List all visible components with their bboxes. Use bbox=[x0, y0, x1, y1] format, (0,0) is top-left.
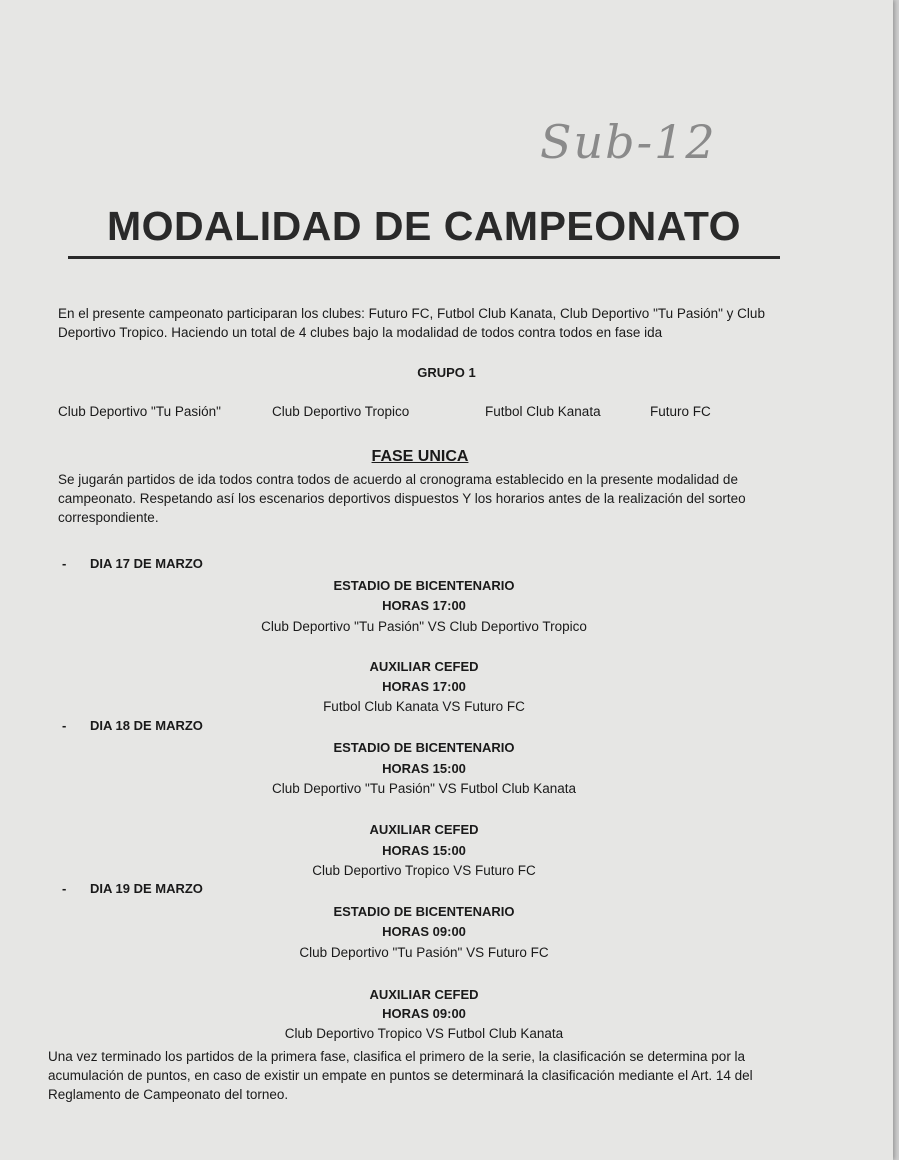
match-venue: AUXILIAR CEFED bbox=[369, 822, 479, 837]
day-label: DIA 19 DE MARZO bbox=[90, 881, 203, 896]
group-club: Club Deportivo "Tu Pasión" bbox=[58, 404, 221, 419]
match-venue: ESTADIO DE BICENTENARIO bbox=[333, 578, 515, 593]
handwritten-note: Sub-12 bbox=[540, 115, 717, 169]
match-fixture: Club Deportivo "Tu Pasión" VS Futbol Club Kanata bbox=[272, 781, 576, 796]
day-bullet: - bbox=[62, 718, 67, 733]
phase-title: FASE UNICA bbox=[371, 448, 469, 465]
match-fixture: Club Deportivo "Tu Pasión" VS Futuro FC bbox=[299, 945, 549, 960]
match-fixture: Futbol Club Kanata VS Futuro FC bbox=[323, 699, 525, 714]
group-club: Futuro FC bbox=[650, 404, 711, 419]
day-bullet: - bbox=[62, 556, 67, 571]
match-venue: AUXILIAR CEFED bbox=[369, 987, 479, 1002]
match-venue: AUXILIAR CEFED bbox=[369, 659, 479, 674]
day-label: DIA 18 DE MARZO bbox=[90, 718, 203, 733]
group-title: GRUPO 1 bbox=[417, 365, 476, 380]
match-time: HORAS 15:00 bbox=[382, 761, 466, 776]
match-fixture: Club Deportivo Tropico VS Futbol Club Kanata bbox=[284, 1026, 564, 1041]
group-club: Club Deportivo Tropico bbox=[272, 404, 410, 419]
intro-paragraph: En el presente campeonato participaran los clubes: Futuro FC, Futbol Club Kanata, Club Deportivo "Tu Pasión" y Club Deportivo Tropico. Haciendo un total de 4 clubes bajo la modalidad de todos contra todos en fase ida bbox=[58, 306, 765, 340]
day-bullet: - bbox=[62, 881, 67, 896]
phase-paragraph: Se jugarán partidos de ida todos contra todos de acuerdo al cronograma establecido en la presente modalidad de campeonato. Respetando así los escenarios deportivos dispuestos Y los horarios antes de la realización del sorteo correspondiente. bbox=[58, 472, 746, 525]
match-time: HORAS 15:00 bbox=[382, 843, 466, 858]
page-title: MODALIDAD DE CAMPEONATO bbox=[106, 203, 742, 249]
match-venue: ESTADIO DE BICENTENARIO bbox=[333, 740, 515, 755]
match-fixture: Club Deportivo "Tu Pasión" VS Club Deportivo Tropico bbox=[261, 619, 587, 634]
group-club: Futbol Club Kanata bbox=[485, 404, 601, 419]
closing-paragraph: Una vez terminado los partidos de la primera fase, clasifica el primero de la serie, la clasificación se determina por la acumulación de puntos, en caso de existir un empate en puntos se determinará la clasificación mediante el Art. 14 del Reglamento de Campeonato del torneo. bbox=[48, 1049, 753, 1102]
title-underline bbox=[68, 256, 780, 259]
match-time: HORAS 09:00 bbox=[382, 924, 466, 939]
match-time: HORAS 17:00 bbox=[382, 679, 466, 694]
match-time: HORAS 17:00 bbox=[382, 598, 466, 613]
match-time: HORAS 09:00 bbox=[382, 1006, 466, 1021]
match-venue: ESTADIO DE BICENTENARIO bbox=[333, 904, 515, 919]
day-label: DIA 17 DE MARZO bbox=[90, 556, 203, 571]
match-fixture: Club Deportivo Tropico VS Futuro FC bbox=[312, 863, 536, 878]
